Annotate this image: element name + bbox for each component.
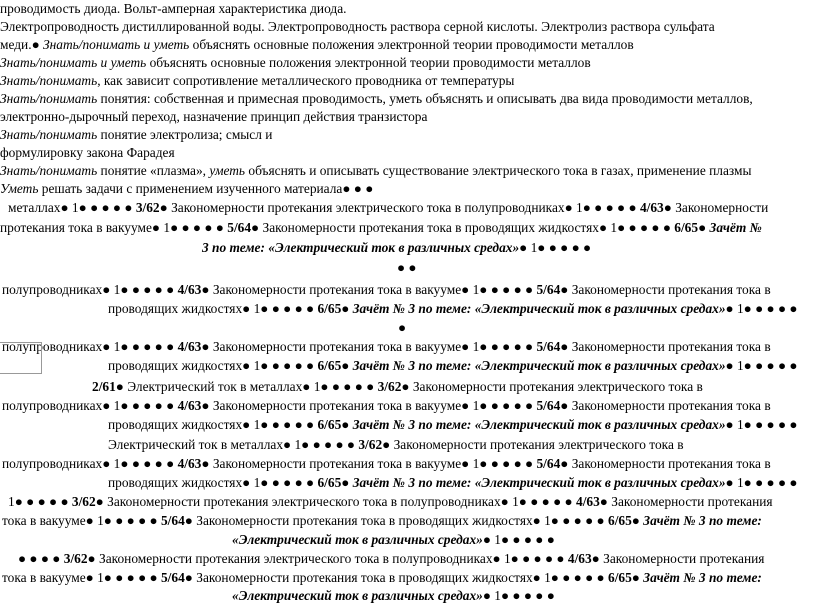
text-run: Закономерности протекания тока в проводящих жидкостях● 1● ● ● ● ● <box>192 513 608 528</box>
text-run: Закономерности протекания <box>599 551 765 566</box>
text-run: 1● ● ● ● ● <box>8 494 72 509</box>
text-line <box>2 281 771 299</box>
text-line <box>0 0 346 18</box>
text-line <box>108 436 684 454</box>
text-run: понятие электролиза; смысл и <box>97 127 273 142</box>
text-run: ● 1● ● ● ● ● <box>725 358 798 373</box>
lesson-number: 4/63● <box>177 282 210 297</box>
text-run: Электрический ток в металлах● 1● ● ● ● ● <box>108 437 359 452</box>
text-run: металлах● 1● ● ● ● ● <box>8 200 136 215</box>
text-line <box>0 180 373 198</box>
text-run: протекания тока в вакууме● 1● ● ● ● ● <box>0 220 228 235</box>
lesson-number: 4/63● <box>576 494 608 509</box>
text-line <box>2 512 762 530</box>
text-run: проводящих жидкостях● 1● ● ● ● ● <box>108 301 318 316</box>
text-run: проводимость диода. Вольт-амперная характеристика диода. <box>0 1 347 16</box>
text-run: проводящих жидкостях● 1● ● ● ● ● <box>108 417 318 432</box>
text-run: Закономерности протекания тока в вакууме● 1● ● ● ● ● <box>209 398 537 413</box>
text-run: ● ● <box>397 260 417 275</box>
text-run: Закономерности протекания тока в проводящих жидкостях● 1● ● ● ● ● <box>192 570 608 585</box>
text-run: Закономерности протекания тока в <box>568 456 771 471</box>
text-run: Закономерности протекания тока в <box>568 339 771 354</box>
text-run: ● 1● ● ● ● ● <box>482 588 555 603</box>
lesson-number: 4/63● <box>567 551 600 566</box>
lesson-number: 5/64● <box>536 456 569 471</box>
lesson-number: 2/61● <box>92 379 124 394</box>
text-line <box>2 397 771 415</box>
text-run: меди.● <box>0 37 44 52</box>
text-run: ● <box>398 320 407 335</box>
text-run: тока в вакууме● 1● ● ● ● ● <box>2 570 161 585</box>
lesson-number: 5/64● <box>160 570 193 585</box>
lesson-number: 3/62● <box>71 494 104 509</box>
text-line <box>108 416 798 434</box>
empty-cell-box <box>0 342 42 374</box>
text-line <box>0 18 715 36</box>
lesson-number: 6/65● <box>608 570 640 585</box>
text-run: Закономерности протекания тока в вакууме● 1● ● ● ● ● <box>209 339 537 354</box>
text-line <box>2 338 771 356</box>
text-line <box>0 126 272 144</box>
test-title: 3 по теме: «Электрический ток в различных средах» <box>202 240 520 255</box>
text-line <box>397 259 417 277</box>
text-run: объяснять и описывать существование электрического тока в газах, применение плазмы <box>245 163 752 178</box>
text-line <box>2 569 762 587</box>
text-run: Электрический ток в металлах● 1● ● ● ● ● <box>123 379 378 394</box>
text-run: ● 1● ● ● ● ● <box>725 417 798 432</box>
italic-run: Знать/понимать и уметь <box>43 37 190 52</box>
text-line <box>0 108 427 126</box>
italic-run: Знать/понимать и уметь <box>0 55 147 70</box>
lesson-number: 6/65● <box>317 417 350 432</box>
text-line <box>108 300 798 318</box>
test-title: Зачёт № 3 по теме: «Электрический ток в различных средах» <box>349 358 726 373</box>
text-run: Закономерности протекания тока в вакууме● 1● ● ● ● ● <box>209 282 537 297</box>
text-run: объяснять основные положения электронной теории проводимости металлов <box>146 55 591 70</box>
text-line <box>398 319 406 337</box>
text-run: Закономерности протекания электрического тока в полупроводниках● 1● ● ● ● ● <box>167 200 640 215</box>
text-line <box>202 239 591 257</box>
text-run: Электропроводность дистиллированной воды. Электропроводность раствора серной кислоты. Электролиз раствора сульфата <box>0 19 715 34</box>
lesson-number: 5/64● <box>227 220 260 235</box>
text-run: , как зависит сопротивление металлического проводника от температуры <box>97 73 515 88</box>
text-run: тока в вакууме● 1● ● ● ● ● <box>2 513 161 528</box>
lesson-number: 3/62● <box>358 437 391 452</box>
italic-run: Уметь <box>0 181 39 196</box>
lesson-number: 6/65● <box>317 475 350 490</box>
text-run: решать задачи с применением изученного материала● ● ● <box>38 181 374 196</box>
text-run: Закономерности протекания тока в <box>568 282 771 297</box>
text-run: Закономерности протекания тока в проводящих жидкостях● 1● ● ● ● ● <box>259 220 675 235</box>
text-run: ● 1● ● ● ● ● <box>519 240 592 255</box>
italic-run: Знать/понимать <box>0 163 98 178</box>
text-run: Закономерности протекания тока в <box>568 398 771 413</box>
text-run: Закономерности протекания <box>607 494 773 509</box>
lesson-number: 3/62● <box>377 379 410 394</box>
test-title: «Электрический ток в различных средах» <box>232 532 483 547</box>
test-title: Зачёт № 3 по теме: «Электрический ток в различных средах» <box>349 301 726 316</box>
text-line <box>108 474 798 492</box>
text-line <box>0 144 175 162</box>
text-line <box>92 378 703 396</box>
text-run: Закономерности протекания электрического тока в <box>390 437 684 452</box>
text-run: объяснять основные положения электронной теории проводимости металлов <box>189 37 634 52</box>
text-run: ● 1● ● ● ● ● <box>725 301 798 316</box>
text-run: проводящих жидкостях● 1● ● ● ● ● <box>108 475 318 490</box>
test-title: «Электрический ток в различных средах» <box>232 588 483 603</box>
text-line <box>2 455 771 473</box>
text-run: проводящих жидкостях● 1● ● ● ● ● <box>108 358 318 373</box>
text-line <box>8 199 768 217</box>
lesson-number: 3/62● <box>63 551 96 566</box>
text-line <box>0 72 514 90</box>
lesson-number: 4/63● <box>177 456 210 471</box>
text-line <box>0 90 753 108</box>
text-run: понятие «плазма», <box>97 163 210 178</box>
lesson-number: 5/64● <box>536 282 569 297</box>
text-run: полупроводниках● 1● ● ● ● ● <box>2 398 178 413</box>
lesson-number: 6/65● <box>317 358 350 373</box>
test-title: Зачёт № 3 по теме: «Электрический ток в различных средах» <box>349 417 726 432</box>
text-line <box>0 162 751 180</box>
test-title: Зачёт № 3 по теме: «Электрический ток в различных средах» <box>349 475 726 490</box>
text-run: полупроводниках● 1● ● ● ● ● <box>2 456 178 471</box>
lesson-number: 6/65● <box>608 513 640 528</box>
lesson-number: 4/63● <box>639 200 672 215</box>
lesson-number: 4/63● <box>177 339 210 354</box>
lesson-number: 6/65● <box>674 220 707 235</box>
lesson-number: 3/62● <box>135 200 168 215</box>
lesson-number: 5/64● <box>160 513 193 528</box>
text-line <box>0 36 634 54</box>
italic-run: Знать/понимать <box>0 127 98 142</box>
lesson-number: 5/64● <box>536 339 569 354</box>
italic-run: Знать/понимать <box>0 91 98 106</box>
text-run: ● 1● ● ● ● ● <box>725 475 798 490</box>
test-title: Зачёт № <box>706 220 762 235</box>
text-run: формулировку закона Фарадея <box>0 145 175 160</box>
italic-run: уметь <box>209 163 246 178</box>
text-line <box>18 550 764 568</box>
lesson-number: 6/65● <box>317 301 350 316</box>
text-line <box>232 531 555 549</box>
test-title: Зачёт № 3 по теме: <box>639 570 762 585</box>
lesson-number: 4/63● <box>177 398 210 413</box>
text-run: ● 1● ● ● ● ● <box>482 532 555 547</box>
text-run: электронно-дырочный переход, назначение принцип действия транзистора <box>0 109 428 124</box>
text-run: Закономерности протекания электрического тока в <box>409 379 703 394</box>
lesson-number: 5/64● <box>536 398 569 413</box>
test-title: Зачёт № 3 по теме: <box>639 513 762 528</box>
text-run: Закономерности протекания электрического тока в полупроводниках● 1● ● ● ● ● <box>95 551 568 566</box>
text-line <box>0 54 591 72</box>
text-run: полупроводниках● 1● ● ● ● ● <box>2 282 178 297</box>
text-line <box>232 587 555 605</box>
italic-run: Знать/понимать <box>0 73 98 88</box>
text-line <box>108 357 798 375</box>
text-run: ● ● ● ● <box>18 551 64 566</box>
text-line <box>0 219 762 237</box>
text-line <box>8 493 773 511</box>
text-run: Закономерности протекания электрического тока в полупроводниках● 1● ● ● ● ● <box>103 494 576 509</box>
text-run: полупроводниках● 1● ● ● ● ● <box>2 339 178 354</box>
text-run: Закономерности <box>671 200 769 215</box>
text-run: понятия: собственная и примесная проводимость, уметь объяснять и описывать два вида проводимости металлов, <box>97 91 753 106</box>
text-run: Закономерности протекания тока в вакууме● 1● ● ● ● ● <box>209 456 537 471</box>
